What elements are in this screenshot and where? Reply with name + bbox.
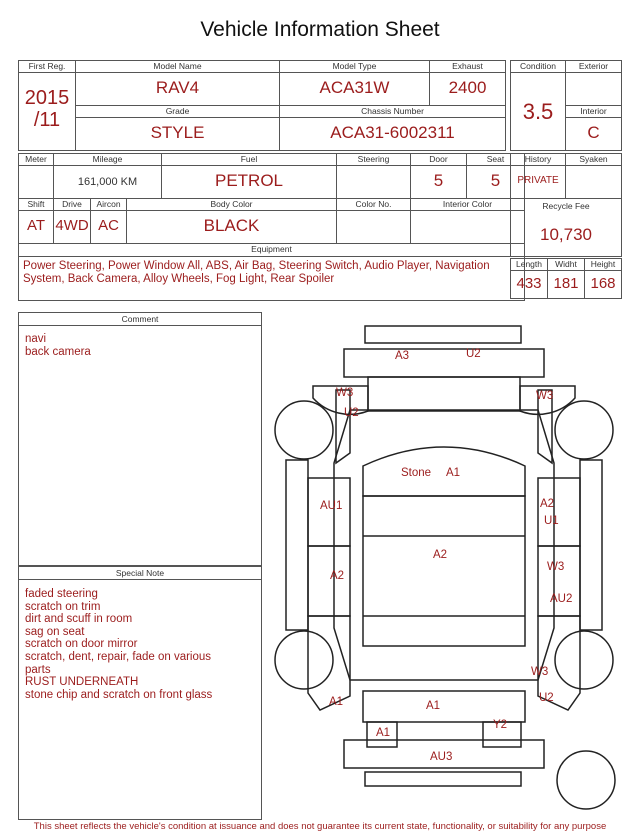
comment-label: Comment: [19, 313, 261, 326]
length-value: 433: [516, 275, 542, 292]
page-title: Vehicle Information Sheet: [200, 18, 440, 41]
condition-value: 3.5: [522, 99, 554, 124]
door-cell: [411, 154, 467, 199]
mark-rear-bumper-right: U2: [466, 348, 481, 360]
drive-cell: [54, 199, 91, 244]
exhaust-label: Exhaust: [430, 61, 505, 73]
interior-color-cell: [411, 199, 525, 244]
right-rear-door: [538, 478, 580, 546]
aircon-label: Aircon: [91, 199, 126, 211]
chassis-cell: [280, 106, 506, 151]
model-type-cell: [280, 61, 430, 106]
rear-left-pillar: [336, 390, 350, 463]
seat-label: Seat: [467, 154, 524, 166]
condition-label: Condition: [511, 61, 565, 73]
grade-label: Grade: [76, 106, 279, 118]
aircon-value: AC: [98, 217, 119, 234]
condition-table: [510, 60, 622, 151]
rear-bumper-shape: [344, 349, 544, 377]
equipment-value: Power Steering, Power Window All, ABS, Air Bag, Steering Switch, Audio Player, Navigation System, Back Camera, Alloy Wheels, Fog Light, Rear Spoiler: [23, 260, 490, 285]
chassis-label: Chassis Number: [280, 106, 505, 118]
model-type-value: ACA31W: [319, 78, 390, 97]
grade-cell: [76, 106, 280, 151]
rear-glass: [363, 447, 525, 496]
model-name-cell: [76, 61, 280, 106]
meter-label: Meter: [19, 154, 53, 166]
mark-right-front-fender-bottom: U2: [539, 692, 554, 704]
mark-right-front-door-bottom: AU2: [550, 593, 573, 605]
mileage-label: Mileage: [54, 154, 161, 166]
mark-rear-right-corner: W3: [536, 390, 554, 402]
length-cell: [511, 259, 548, 299]
model-name-value: RAV4: [155, 78, 200, 97]
dimension-table: [510, 258, 622, 299]
height-value: 168: [590, 275, 616, 292]
color-no-cell: [337, 199, 411, 244]
shift-label: Shift: [19, 199, 53, 211]
mark-right-rear-door-top: A2: [540, 498, 555, 510]
door-label: Door: [411, 154, 466, 166]
body-color-value: BLACK: [203, 216, 260, 235]
car-damage-diagram: [268, 318, 620, 820]
recycle-cell: [511, 199, 622, 257]
exterior-label: Exterior: [566, 61, 621, 73]
history-label: History: [511, 154, 565, 166]
meter-cell: [19, 154, 54, 199]
wheel-rear-right: [555, 401, 613, 459]
width-value: 181: [553, 275, 579, 292]
body-color-cell: [127, 199, 337, 244]
mark-right-front-fender-top: W3: [531, 666, 549, 678]
steering-label: Steering: [337, 154, 410, 166]
syaken-label: Syaken: [566, 154, 621, 166]
drive-label: Drive: [54, 199, 90, 211]
mark-left-rear-door: AU1: [320, 500, 343, 512]
vehicle-info-table: [18, 60, 506, 151]
mark-front-left-lamp: A1: [376, 727, 391, 739]
wheel-rear-left: [275, 401, 333, 459]
mark-hood: A1: [426, 700, 441, 712]
front-grille-bar: [365, 772, 521, 786]
spare-wheel: [557, 751, 615, 809]
height-label: Height: [585, 259, 621, 271]
grade-value: STYLE: [150, 123, 205, 142]
steering-cell: [337, 154, 411, 199]
special-note-label: Special Note: [19, 567, 261, 580]
model-name-label: Model Name: [76, 61, 279, 73]
drive-value: 4WD: [55, 217, 89, 234]
comment-text: navi back camera: [25, 333, 91, 358]
recycle-value: 10,730: [540, 225, 592, 244]
mark-rear-left-pillar: U2: [344, 407, 359, 419]
interior-value: C: [587, 123, 600, 142]
interior-cell: [566, 106, 622, 151]
width-cell: [548, 259, 585, 299]
exhaust-cell: [430, 61, 506, 106]
model-type-label: Model Type: [280, 61, 429, 73]
right-side-sill: [580, 460, 602, 630]
special-note-text: faded steering scratch on trim dirt and scuff in room sag on seat scratch on door mirror scratch, dent, repair, fade on various parts RUST UNDERNEATH stone chip and scratch on front glass: [25, 588, 213, 701]
hood-shape: [363, 691, 525, 722]
vehicle-spec-table: [18, 153, 525, 301]
right-front-door: [538, 546, 580, 616]
height-cell: [585, 259, 622, 299]
history-table: [510, 153, 622, 257]
width-label: Widht: [548, 259, 584, 271]
condition-cell: [511, 61, 566, 151]
fuel-label: Fuel: [162, 154, 336, 166]
mark-left-front-fender: A1: [329, 696, 344, 708]
left-rear-door: [308, 478, 350, 546]
seat-value: 5: [490, 171, 501, 190]
chassis-value: ACA31-6002311: [330, 123, 455, 142]
special-note-box: [18, 566, 262, 820]
disclaimer-footer: This sheet reflects the vehicle's condition at issuance and does not guarantee its current state, functionality, or suitability for any purpose: [33, 821, 607, 832]
mark-right-front-door-top: W3: [547, 561, 565, 573]
mark-front-bumper: AU3: [430, 751, 453, 763]
history-value: PRIVATE: [517, 175, 559, 186]
mark-rear-bumper-left: A3: [395, 350, 410, 362]
left-side-sill: [286, 460, 308, 630]
comment-box: [18, 312, 262, 566]
length-label: Length: [511, 259, 547, 271]
mark-rear-left-corner: W3: [336, 387, 354, 399]
first-reg-value: 2015 /11: [24, 87, 70, 131]
interior-color-label: Interior Color: [411, 199, 524, 211]
mark-rear-glass-grade: A1: [446, 467, 461, 479]
syaken-cell: [566, 154, 622, 199]
mark-roof: A2: [433, 549, 448, 561]
roof-shape: [363, 496, 525, 646]
mark-front-right-lamp: Y2: [493, 719, 508, 731]
equipment-label-cell: [19, 244, 525, 257]
exhaust-value: 2400: [448, 78, 487, 97]
fuel-value: PETROL: [214, 171, 284, 190]
history-cell: [511, 154, 566, 199]
shift-value: AT: [26, 217, 46, 234]
shift-cell: [19, 199, 54, 244]
mileage-value: 161,000 KM: [77, 176, 138, 188]
equipment-label: Equipment: [251, 244, 292, 254]
interior-label: Interior: [566, 106, 621, 118]
body-color-label: Body Color: [127, 199, 336, 211]
recycle-label: Recycle Fee: [542, 201, 590, 211]
equipment-cell: [19, 257, 525, 301]
mark-right-rear-door-bottom: U1: [544, 515, 559, 527]
rear-spoiler-shape: [365, 326, 521, 343]
color-no-label: Color No.: [337, 199, 410, 211]
aircon-cell: [91, 199, 127, 244]
first-reg-cell: [19, 61, 76, 151]
wheel-front-left: [275, 631, 333, 689]
tailgate-shape: [368, 377, 520, 411]
door-value: 5: [433, 171, 444, 190]
mark-left-front-door: A2: [330, 570, 345, 582]
fuel-cell: [162, 154, 337, 199]
first-reg-label: First Reg.: [19, 61, 75, 73]
cabin-outline: [334, 410, 554, 680]
exterior-cell: [566, 61, 622, 106]
mileage-cell: [54, 154, 162, 199]
wheel-front-right: [555, 631, 613, 689]
mark-rear-glass: Stone: [401, 467, 432, 479]
